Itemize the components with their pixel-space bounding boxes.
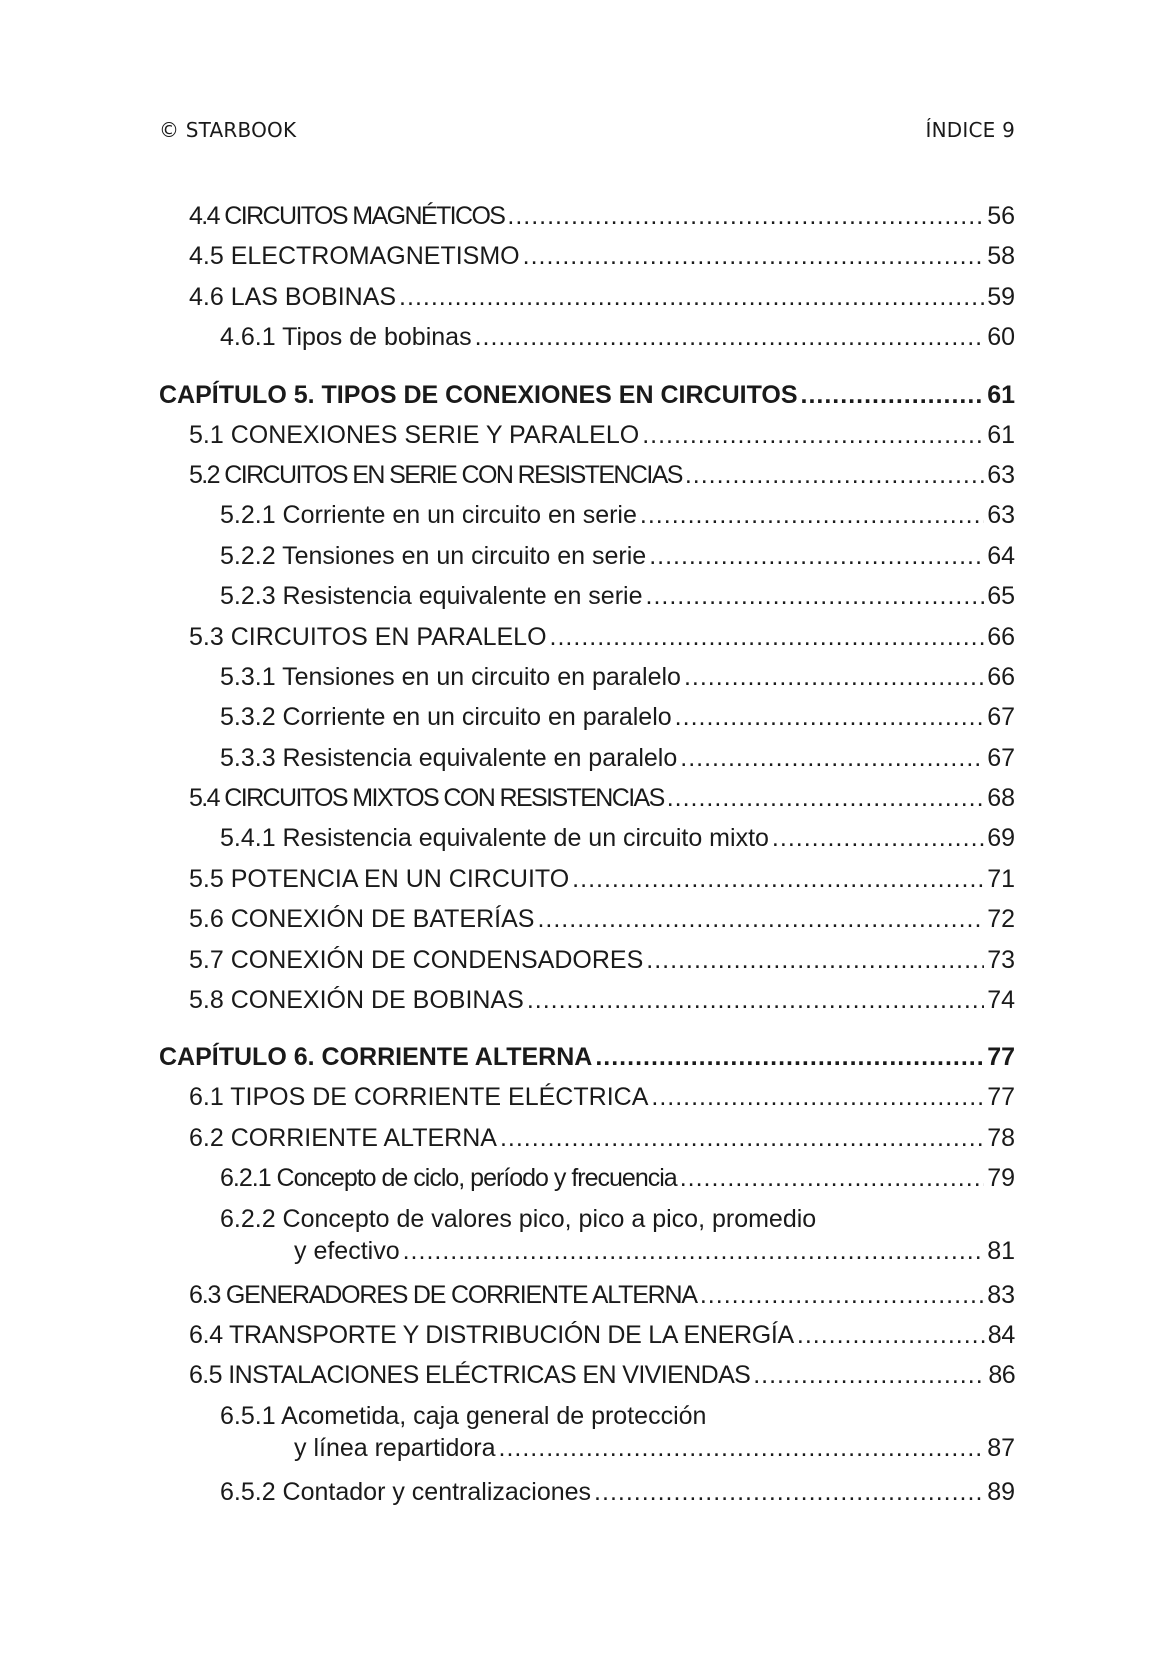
toc-entry-page: 68 xyxy=(987,784,1015,813)
toc-entry-title: 6.2.2 Concepto de valores pico, pico a pico, promedio xyxy=(220,1204,817,1233)
dot-leader xyxy=(499,1432,985,1464)
toc-entry-page: 73 xyxy=(987,945,1015,974)
dot-leader xyxy=(801,375,985,415)
toc-entry-page: 67 xyxy=(987,703,1015,732)
toc-entry-page: 65 xyxy=(987,582,1015,611)
toc-entry-title: 5.2 CIRCUITOS EN SERIE CON RESISTENCIAS xyxy=(189,460,682,489)
toc-entry-title: 6.5.1 Acometida, caja general de protección xyxy=(220,1401,707,1430)
toc-entry xyxy=(159,940,1015,980)
dot-leader xyxy=(646,576,985,616)
toc-entry xyxy=(159,317,1015,357)
toc-entry-title: 5.2.1 Corriente en un circuito en serie xyxy=(220,501,637,530)
toc-entry-page: 60 xyxy=(987,323,1015,352)
toc-entry-title: 5.3 CIRCUITOS EN PARALELO xyxy=(189,622,547,651)
toc-entry xyxy=(159,1315,1015,1355)
dot-leader xyxy=(667,778,984,818)
toc-entry-page: 58 xyxy=(987,242,1015,271)
toc-entry-page: 84 xyxy=(987,1320,1015,1349)
toc-entry-page: 81 xyxy=(987,1236,1015,1265)
toc-entry-title: 5.2.3 Resistencia equivalente en serie xyxy=(220,582,643,611)
dot-leader xyxy=(399,277,984,317)
dot-leader xyxy=(527,980,984,1020)
toc-entry-title: 5.3.1 Tensiones en un circuito en paralelo xyxy=(220,662,681,691)
toc-entry-page: 67 xyxy=(987,743,1015,772)
dot-leader xyxy=(475,317,985,357)
toc-chapter-page: 77 xyxy=(987,1043,1015,1072)
toc-entry-title: 4.6 LAS BOBINAS xyxy=(189,282,397,311)
toc-entry xyxy=(159,1077,1015,1117)
toc-entry-title: 6.5.2 Contador y centralizaciones xyxy=(220,1477,592,1506)
toc-entry-page: 63 xyxy=(987,501,1015,530)
toc-entry-title: 5.4 CIRCUITOS MIXTOS CON RESISTENCIAS xyxy=(189,784,664,813)
toc-chapter-page: 61 xyxy=(987,380,1015,409)
dot-leader xyxy=(572,859,984,899)
dot-leader xyxy=(594,1472,984,1512)
toc-entry-page: 86 xyxy=(988,1361,1015,1390)
dot-leader xyxy=(685,455,984,495)
dot-leader xyxy=(700,1275,984,1315)
toc-entry-title: 6.3 GENERADORES DE CORRIENTE ALTERNA xyxy=(189,1280,697,1309)
toc-entry-page: 59 xyxy=(987,282,1015,311)
table-of-contents xyxy=(159,196,1015,1512)
toc-entry xyxy=(159,196,1015,236)
dot-leader xyxy=(640,495,984,535)
dot-leader xyxy=(684,657,984,697)
dot-leader xyxy=(680,1158,984,1198)
toc-entry-page: 63 xyxy=(987,460,1015,489)
dot-leader xyxy=(550,617,985,657)
toc-entry xyxy=(159,236,1015,276)
dot-leader xyxy=(675,697,985,737)
header-section-page: ÍNDICE 9 xyxy=(925,118,1015,142)
toc-entry xyxy=(159,1472,1015,1512)
dot-leader xyxy=(680,738,984,778)
toc-entry xyxy=(159,576,1015,616)
toc-entry-title: 6.2 CORRIENTE ALTERNA xyxy=(189,1123,497,1152)
toc-entry-page: 64 xyxy=(987,541,1015,570)
dot-leader xyxy=(507,196,984,236)
toc-entry-title: 5.8 CONEXIÓN DE BOBINAS xyxy=(189,986,524,1015)
toc-chapter xyxy=(159,1037,1015,1077)
toc-entry-page: 77 xyxy=(987,1083,1015,1112)
dot-leader xyxy=(403,1235,985,1267)
toc-entry-multiline xyxy=(159,1396,1015,1466)
toc-entry xyxy=(159,415,1015,455)
toc-entry-title: 4.4 CIRCUITOS MAGNÉTICOS xyxy=(189,202,505,230)
toc-entry-title-line2: y línea repartidora xyxy=(294,1433,496,1462)
toc-entry-title: 6.2.1 Concepto de ciclo, período y frecuencia xyxy=(220,1164,677,1193)
dot-leader xyxy=(595,1037,984,1077)
page-header xyxy=(159,118,1015,142)
dot-leader xyxy=(651,1077,984,1117)
toc-entry-title-line2: y efectivo xyxy=(294,1236,400,1265)
toc-entry-continuation xyxy=(220,1235,1015,1269)
toc-chapter-title: CAPÍTULO 5. TIPOS DE CONEXIONES EN CIRCUITOS xyxy=(159,380,798,409)
toc-entry-title: 5.6 CONEXIÓN DE BATERÍAS xyxy=(189,905,535,934)
toc-entry xyxy=(159,697,1015,737)
toc-entry-page: 83 xyxy=(987,1280,1015,1309)
toc-entry xyxy=(159,899,1015,939)
toc-entry-title: 6.1 TIPOS DE CORRIENTE ELÉCTRICA xyxy=(189,1083,649,1112)
toc-entry-page: 61 xyxy=(987,420,1015,449)
toc-entry-title: 5.4.1 Resistencia equivalente de un circuito mixto xyxy=(220,824,769,853)
toc-entry-title: 5.2.2 Tensiones en un circuito en serie xyxy=(220,541,647,570)
toc-entry-title: 4.5 ELECTROMAGNETISMO xyxy=(189,242,520,271)
toc-entry xyxy=(159,536,1015,576)
dot-leader xyxy=(649,536,984,576)
toc-entry xyxy=(159,980,1015,1020)
toc-entry xyxy=(159,617,1015,657)
toc-entry-title: 6.4 TRANSPORTE Y DISTRIBUCIÓN DE LA ENERGÍA xyxy=(189,1320,794,1349)
dot-leader xyxy=(523,236,985,276)
toc-entry xyxy=(159,859,1015,899)
toc-entry-page: 87 xyxy=(987,1433,1015,1462)
toc-entry-page: 74 xyxy=(987,986,1015,1015)
toc-entry-title: 5.3.3 Resistencia equivalente en paralelo xyxy=(220,743,678,772)
toc-entry-page: 89 xyxy=(987,1477,1015,1506)
toc-entry xyxy=(159,1158,1015,1198)
toc-entry xyxy=(159,495,1015,535)
toc-entry-page: 71 xyxy=(987,864,1015,893)
toc-entry xyxy=(159,1118,1015,1158)
toc-entry xyxy=(159,1355,1015,1395)
dot-leader xyxy=(646,940,984,980)
toc-entry-title: 5.7 CONEXIÓN DE CONDENSADORES xyxy=(189,945,644,974)
dot-leader xyxy=(537,899,984,939)
toc-entry-title: 5.1 CONEXIONES SERIE Y PARALELO xyxy=(189,420,640,449)
dot-leader xyxy=(500,1118,984,1158)
toc-entry-page: 69 xyxy=(987,824,1015,853)
dot-leader xyxy=(753,1355,985,1395)
toc-chapter xyxy=(159,375,1015,415)
toc-entry xyxy=(159,778,1015,818)
toc-entry-title: 5.5 POTENCIA EN UN CIRCUITO xyxy=(189,864,570,893)
toc-entry xyxy=(159,657,1015,697)
toc-entry xyxy=(159,818,1015,858)
dot-leader xyxy=(642,415,984,455)
toc-entry-continuation xyxy=(220,1432,1015,1466)
toc-entry-page: 66 xyxy=(987,622,1015,651)
toc-entry xyxy=(159,277,1015,317)
toc-entry-title: 4.6.1 Tipos de bobinas xyxy=(220,323,472,352)
toc-entry-page: 78 xyxy=(987,1123,1015,1152)
toc-entry-page: 56 xyxy=(987,202,1015,230)
toc-entry-title: 5.3.2 Corriente en un circuito en paralelo xyxy=(220,703,672,732)
toc-entry xyxy=(159,1275,1015,1315)
toc-chapter-title: CAPÍTULO 6. CORRIENTE ALTERNA xyxy=(159,1043,593,1072)
toc-entry-title: 6.5 INSTALACIONES ELÉCTRICAS EN VIVIENDAS xyxy=(189,1361,751,1390)
toc-entry xyxy=(159,738,1015,778)
toc-entry xyxy=(159,455,1015,495)
toc-entry-page: 72 xyxy=(987,905,1015,934)
toc-entry-multiline xyxy=(159,1199,1015,1269)
dot-leader xyxy=(772,818,984,858)
toc-entry-page: 66 xyxy=(987,662,1015,691)
header-publisher: © STARBOOK xyxy=(159,118,297,142)
toc-entry-page: 79 xyxy=(987,1164,1015,1193)
dot-leader xyxy=(797,1315,985,1355)
